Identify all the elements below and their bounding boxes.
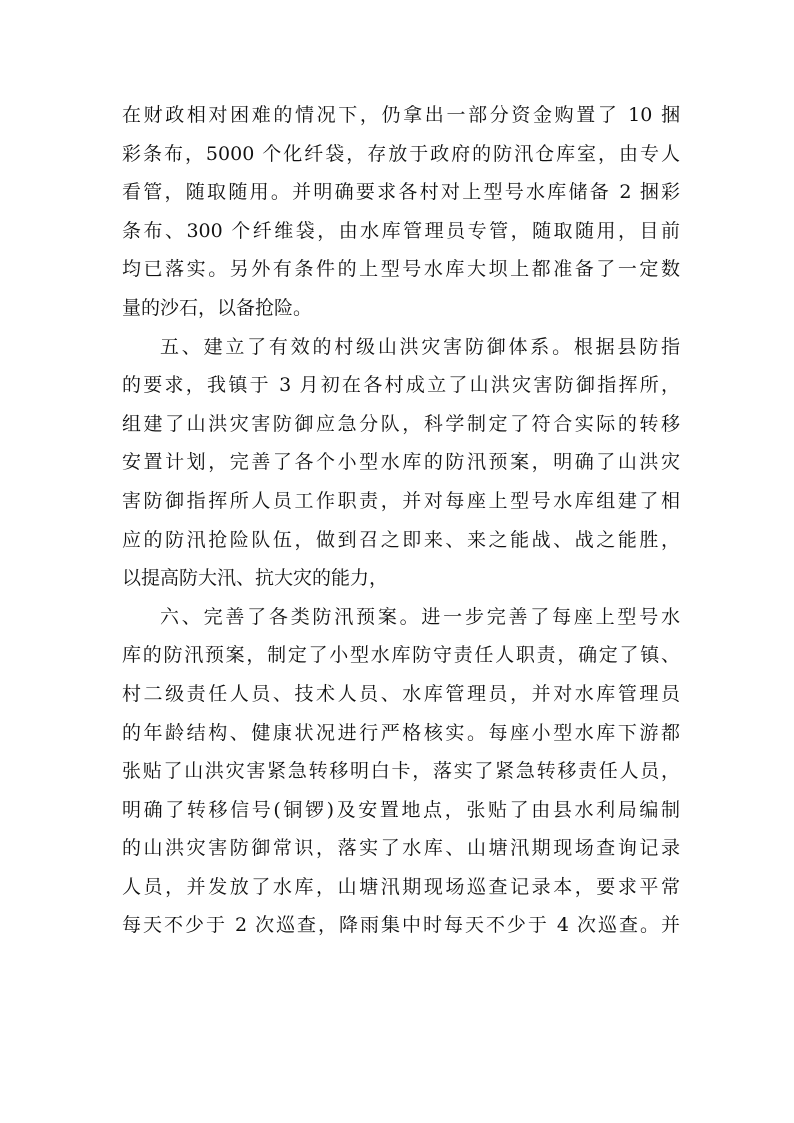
paragraph-line: 应的防汛抢险队伍，做到召之即来、来之能战、战之能胜， xyxy=(122,528,680,551)
paragraph-line: 明确了转移信号(铜锣)及安置地点，张贴了由县水利局编制 xyxy=(122,798,680,821)
paragraph-line: 看管，随取随用。并明确要求各村对上型号水库储备 2 捆彩 xyxy=(122,181,680,204)
section-six-heading-line: 六、完善了各类防汛预案。进一步完善了每座上型号水 xyxy=(160,605,680,628)
paragraph-line: 人员，并发放了水库，山塘汛期现场巡查记录本，要求平常 xyxy=(122,875,680,898)
document-body xyxy=(122,96,680,945)
paragraph-line: 量的沙石，以备抢险。 xyxy=(122,296,313,319)
paragraph-line: 以提高防大汛、抗大灾的能力， xyxy=(122,567,389,590)
paragraph-line: 的年龄结构、健康状况进行严格核实。每座小型水库下游都 xyxy=(122,721,680,744)
section-five-heading-line: 五、建立了有效的村级山洪灾害防御体系。根据县防指 xyxy=(160,335,680,358)
paragraph-line: 均已落实。另外有条件的上型号水库大坝上都准备了一定数 xyxy=(122,258,680,281)
paragraph-line: 在财政相对困难的情况下，仍拿出一部分资金购置了 10 捆 xyxy=(122,104,680,126)
paragraph-line: 村二级责任人员、技术人员、水库管理员，并对水库管理员 xyxy=(122,682,680,705)
paragraph-line: 安置计划，完善了各个小型水库的防汛预案，明确了山洪灾 xyxy=(122,451,680,474)
paragraph-line: 彩条布，5000 个化纤袋，存放于政府的防汛仓库室，由专人 xyxy=(122,142,680,165)
paragraph-line: 条布、300 个纤维袋，由水库管理员专管，随取随用，目前 xyxy=(122,219,680,242)
paragraph-line: 每天不少于 2 次巡查，降雨集中时每天不少于 4 次巡查。并 xyxy=(122,914,680,937)
paragraph-line: 库的防汛预案，制定了小型水库防守责任人职责，确定了镇、 xyxy=(122,644,680,667)
paragraph-line: 组建了山洪灾害防御应急分队，科学制定了符合实际的转移 xyxy=(122,412,680,435)
paragraph-line: 的山洪灾害防御常识，落实了水库、山塘汛期现场查询记录 xyxy=(122,837,680,860)
paragraph-line: 害防御指挥所人员工作职责，并对每座上型号水库组建了相 xyxy=(122,489,680,512)
paragraph-line: 的要求，我镇于 3 月初在各村成立了山洪灾害防御指挥所， xyxy=(122,374,680,397)
paragraph-line: 张贴了山洪灾害紧急转移明白卡，落实了紧急转移责任人员， xyxy=(122,760,680,783)
